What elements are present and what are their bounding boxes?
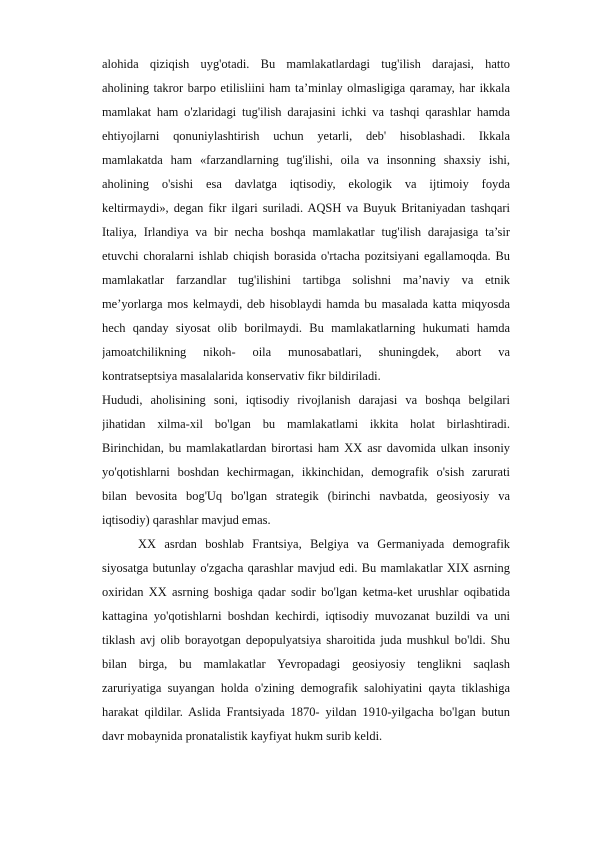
text-line: harakat qildilar. Aslida Frantsiyada 1870- yildan 1910-yilgacha bo'lgan butun [102,705,510,719]
text-line: keltirmaydi», degan fikr ilgari suriladi. AQSH va Buyuk Britaniyadan tashqari [102,201,510,215]
text-line: XX asrdan boshlab Frantsiya, Belgiya va Germaniyada demografik [138,537,510,551]
text-line: alohida qiziqish uyg'otadi. Bu mamlakatlardagi tug'ilish darajasi, hatto [102,57,510,71]
text-line: bilan bevosita bog'Uq bo'lgan strategik (birinchi navbatda, geosiyosiy va [102,489,510,503]
paragraph-1 [102,52,510,388]
text-line: davr mobaynida pronatalistik kayfiyat hukm surib keldi. [102,729,383,743]
text-line: mamlakat ham o'zlaridagi tug'ilish darajasini ichki va tashqi qarashlar hamda [102,105,510,119]
text-line: hech qanday siyosat olib borilmaydi. Bu mamlakatlarning hukumati hamda [102,321,510,335]
text-line: zaruriyatiga suyangan holda o'zining demografik salohiyatini qayta tiklashiga [102,681,510,695]
text-line: mamlakatlar farzandlar tug'ilishini tartibga solishni ma’naviy va etnik [102,273,510,287]
text-line: kontratseptsiya masalalarida konservativ fikr bildiriladi. [102,369,381,383]
text-line: aholining o'sishi esa davlatga iqtisodiy, ekologik va ijtimoiy foyda [102,177,510,191]
text-line: yo'qotishlarni boshdan kechirmagan, ikkinchidan, demografik o'sish zarurati [102,465,510,479]
text-line: mamlakatda ham «farzandlarning tug'ilishi, oila va insonning shaxsiy ishi, [102,153,510,167]
text-line: kattagina yo'qotishlarni boshdan kechirdi, iqtisodiy muvozanat buzildi va uni [102,609,510,623]
text-line: jihatidan xilma-xil bo'lgan bu mamlakatlami ikkita holat birlashtiradi. [102,417,510,431]
text-line: jamoatchilikning nikoh- oila munosabatlari, shuningdek, abort va [102,345,510,359]
paragraph-3 [102,532,510,748]
text-line: Italiya, Irlandiya va bir necha boshqa mamlakatlar tug'ilish darajasiga ta’sir [102,225,510,239]
text-line: me’yorlarga mos kelmaydi, deb hisoblaydi hamda bu masalada katta miqyosda [102,297,510,311]
text-line: ehtiyojlarni qonuniylashtirish uchun yetarli, deb' hisoblashadi. Ikkala [102,129,510,143]
paragraph-2 [102,388,510,532]
text-line: siyosatga butunlay o'zgacha qarashlar mavjud edi. Bu mamlakatlar XIX asrning [102,561,510,575]
text-line: Birinchidan, bu mamlakatlardan birortasi ham XX asr davomida ulkan insoniy [102,441,510,455]
text-line: aholining takror barpo etilisliini ham ta’minlay olmasligiga qaramay, har ikkala [102,81,510,95]
text-line: tiklash avj olib borayotgan depopulyatsiya sharoitida juda mushkul bo'ldi. Shu [102,633,510,647]
document-body [102,52,510,748]
text-line: bilan birga, bu mamlakatlar Yevropadagi geosiyosiy tenglikni saqlash [102,657,510,671]
text-line: oxiridan XX asrning boshiga qadar sodir bo'lgan ketma-ket urushlar oqibatida [102,585,510,599]
text-line: etuvchi choralarni ishlab chiqish borasida o'rtacha pozitsiyani egallamoqda. Bu [102,249,510,263]
text-line: iqtisodiy) qarashlar mavjud emas. [102,513,271,527]
text-line: Hududi, aholisining soni, iqtisodiy rivojlanish darajasi va boshqa belgilari [102,393,510,407]
